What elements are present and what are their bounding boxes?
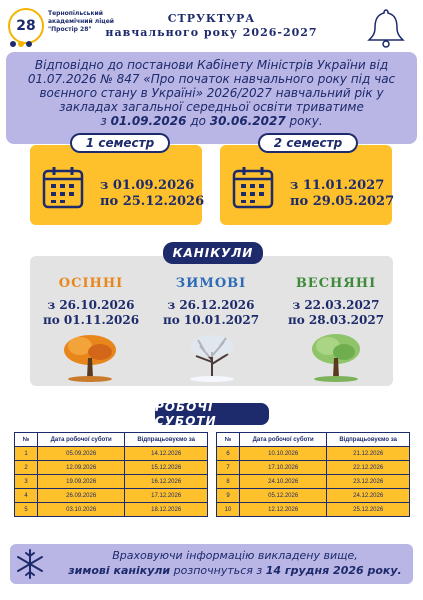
row-workoff: 24.12.2026 xyxy=(327,489,410,503)
table-header-row xyxy=(15,433,208,447)
semester-1-dates xyxy=(100,178,204,210)
autumn-to: по 01.11.2026 xyxy=(42,313,140,327)
logo-badge xyxy=(8,8,44,44)
table-row xyxy=(15,489,208,503)
row-workoff: 25.12.2026 xyxy=(327,503,410,517)
intro-text xyxy=(14,58,409,128)
row-date: 26.09.2026 xyxy=(38,489,125,503)
intro-date-start: 01.09.2026 xyxy=(110,114,187,128)
page-title xyxy=(100,12,323,40)
row-number: 1 xyxy=(15,447,38,461)
title-line2: навчального року 2026-2027 xyxy=(105,26,318,39)
row-date: 10.10.2026 xyxy=(240,447,327,461)
table-header-row xyxy=(217,433,410,447)
semester-1-to: по 25.12.2026 xyxy=(100,194,205,209)
intro-line4: закладах загальної середньої освіти триватиме xyxy=(59,100,364,114)
table-row xyxy=(217,461,410,475)
table-row xyxy=(217,475,410,489)
winter-dates xyxy=(151,298,271,328)
winter-tree-icon xyxy=(182,332,242,384)
footer-text xyxy=(60,548,410,578)
intro-to: до xyxy=(190,114,206,128)
intro-date-end: 30.06.2027 xyxy=(209,114,286,128)
spring-from: з 22.03.2027 xyxy=(292,298,380,312)
autumn-dates xyxy=(31,298,151,328)
table-row xyxy=(15,461,208,475)
row-workoff: 18.12.2026 xyxy=(125,503,208,517)
holidays-label: КАНІКУЛИ xyxy=(163,242,263,264)
semester-2-to: по 29.05.2027 xyxy=(290,194,395,209)
row-date: 12.12.2026 xyxy=(240,503,327,517)
row-number: 8 xyxy=(217,475,240,489)
col-workoff: Відпрацьовуємо за xyxy=(125,433,208,447)
table-row xyxy=(217,503,410,517)
saturdays-table-left xyxy=(14,432,208,517)
semester-2-from: з 11.01.2027 xyxy=(290,178,385,193)
calendar-icon xyxy=(42,165,84,209)
row-number: 7 xyxy=(217,461,240,475)
table-row xyxy=(15,475,208,489)
row-workoff: 15.12.2026 xyxy=(125,461,208,475)
col-number: № xyxy=(217,433,240,447)
table-row xyxy=(217,447,410,461)
logo-dots-icon xyxy=(10,40,40,48)
intro-line1: Відповідно до постанови Кабінету Міністрів України від xyxy=(34,58,389,72)
winter-title: ЗИМОВІ xyxy=(175,276,247,291)
table-row xyxy=(217,489,410,503)
row-number: 4 xyxy=(15,489,38,503)
row-date: 12.09.2026 xyxy=(38,461,125,475)
saturdays-label: РОБОЧІ СУБОТИ xyxy=(155,403,269,425)
logo-number: 28 xyxy=(16,18,36,34)
col-date: Дата робочої суботи xyxy=(38,433,125,447)
autumn-title: ОСІННІ xyxy=(58,276,124,291)
row-date: 05.09.2026 xyxy=(38,447,125,461)
title-line1: СТРУКТУРА xyxy=(167,12,256,25)
row-workoff: 22.12.2026 xyxy=(327,461,410,475)
spring-dates xyxy=(276,298,396,328)
row-number: 5 xyxy=(15,503,38,517)
semester-2-label: 2 семестр xyxy=(258,133,358,153)
spring-tree-icon xyxy=(306,332,366,384)
row-number: 9 xyxy=(217,489,240,503)
table-row xyxy=(15,447,208,461)
footer-middle: розпочнуться з xyxy=(173,564,263,577)
calendar-icon xyxy=(232,165,274,209)
col-number: № xyxy=(15,433,38,447)
row-date: 24.10.2026 xyxy=(240,475,327,489)
row-date: 17.10.2026 xyxy=(240,461,327,475)
footer-bold1: зимові канікули xyxy=(68,564,171,577)
school-name: Тернопільський академічний ліцей "Простір 28" xyxy=(48,10,114,33)
intro-line2: 01.07.2026 № 847 «Про початок навчального року під час xyxy=(27,72,396,86)
row-date: 03.10.2026 xyxy=(38,503,125,517)
row-workoff: 23.12.2026 xyxy=(327,475,410,489)
footer-line1: Враховуючи інформацію викладену вище, xyxy=(112,549,358,562)
semester-2-dates xyxy=(290,178,394,210)
autumn-from: з 26.10.2026 xyxy=(47,298,135,312)
row-workoff: 21.12.2026 xyxy=(327,447,410,461)
row-number: 10 xyxy=(217,503,240,517)
winter-from: з 26.12.2026 xyxy=(167,298,255,312)
footer-line2 xyxy=(60,563,410,578)
col-workoff: Відпрацьовуємо за xyxy=(327,433,410,447)
row-workoff: 16.12.2026 xyxy=(125,475,208,489)
bell-icon xyxy=(364,6,408,50)
row-date: 19.09.2026 xyxy=(38,475,125,489)
row-date: 05.12.2026 xyxy=(240,489,327,503)
footer-bold2: 14 грудня 2026 року. xyxy=(265,564,402,577)
autumn-tree-icon xyxy=(60,332,120,384)
row-number: 6 xyxy=(217,447,240,461)
intro-from: з xyxy=(100,114,107,128)
intro-tail: року. xyxy=(289,114,323,128)
semester-1-label: 1 семестр xyxy=(70,133,170,153)
spring-title: ВЕСНЯНІ xyxy=(295,276,377,291)
table-row xyxy=(15,503,208,517)
spring-to: по 28.03.2027 xyxy=(287,313,385,327)
row-number: 3 xyxy=(15,475,38,489)
row-number: 2 xyxy=(15,461,38,475)
row-workoff: 17.12.2026 xyxy=(125,489,208,503)
row-workoff: 14.12.2026 xyxy=(125,447,208,461)
intro-line5 xyxy=(14,114,409,128)
col-date: Дата робочої суботи xyxy=(240,433,327,447)
semester-1-from: з 01.09.2026 xyxy=(100,178,195,193)
saturdays-table-right xyxy=(216,432,410,517)
intro-line3: воєнного стану в Україні» 2026/2027 навчальний рік у xyxy=(39,86,384,100)
snowflake-icon xyxy=(14,548,46,580)
winter-to: по 10.01.2027 xyxy=(162,313,260,327)
